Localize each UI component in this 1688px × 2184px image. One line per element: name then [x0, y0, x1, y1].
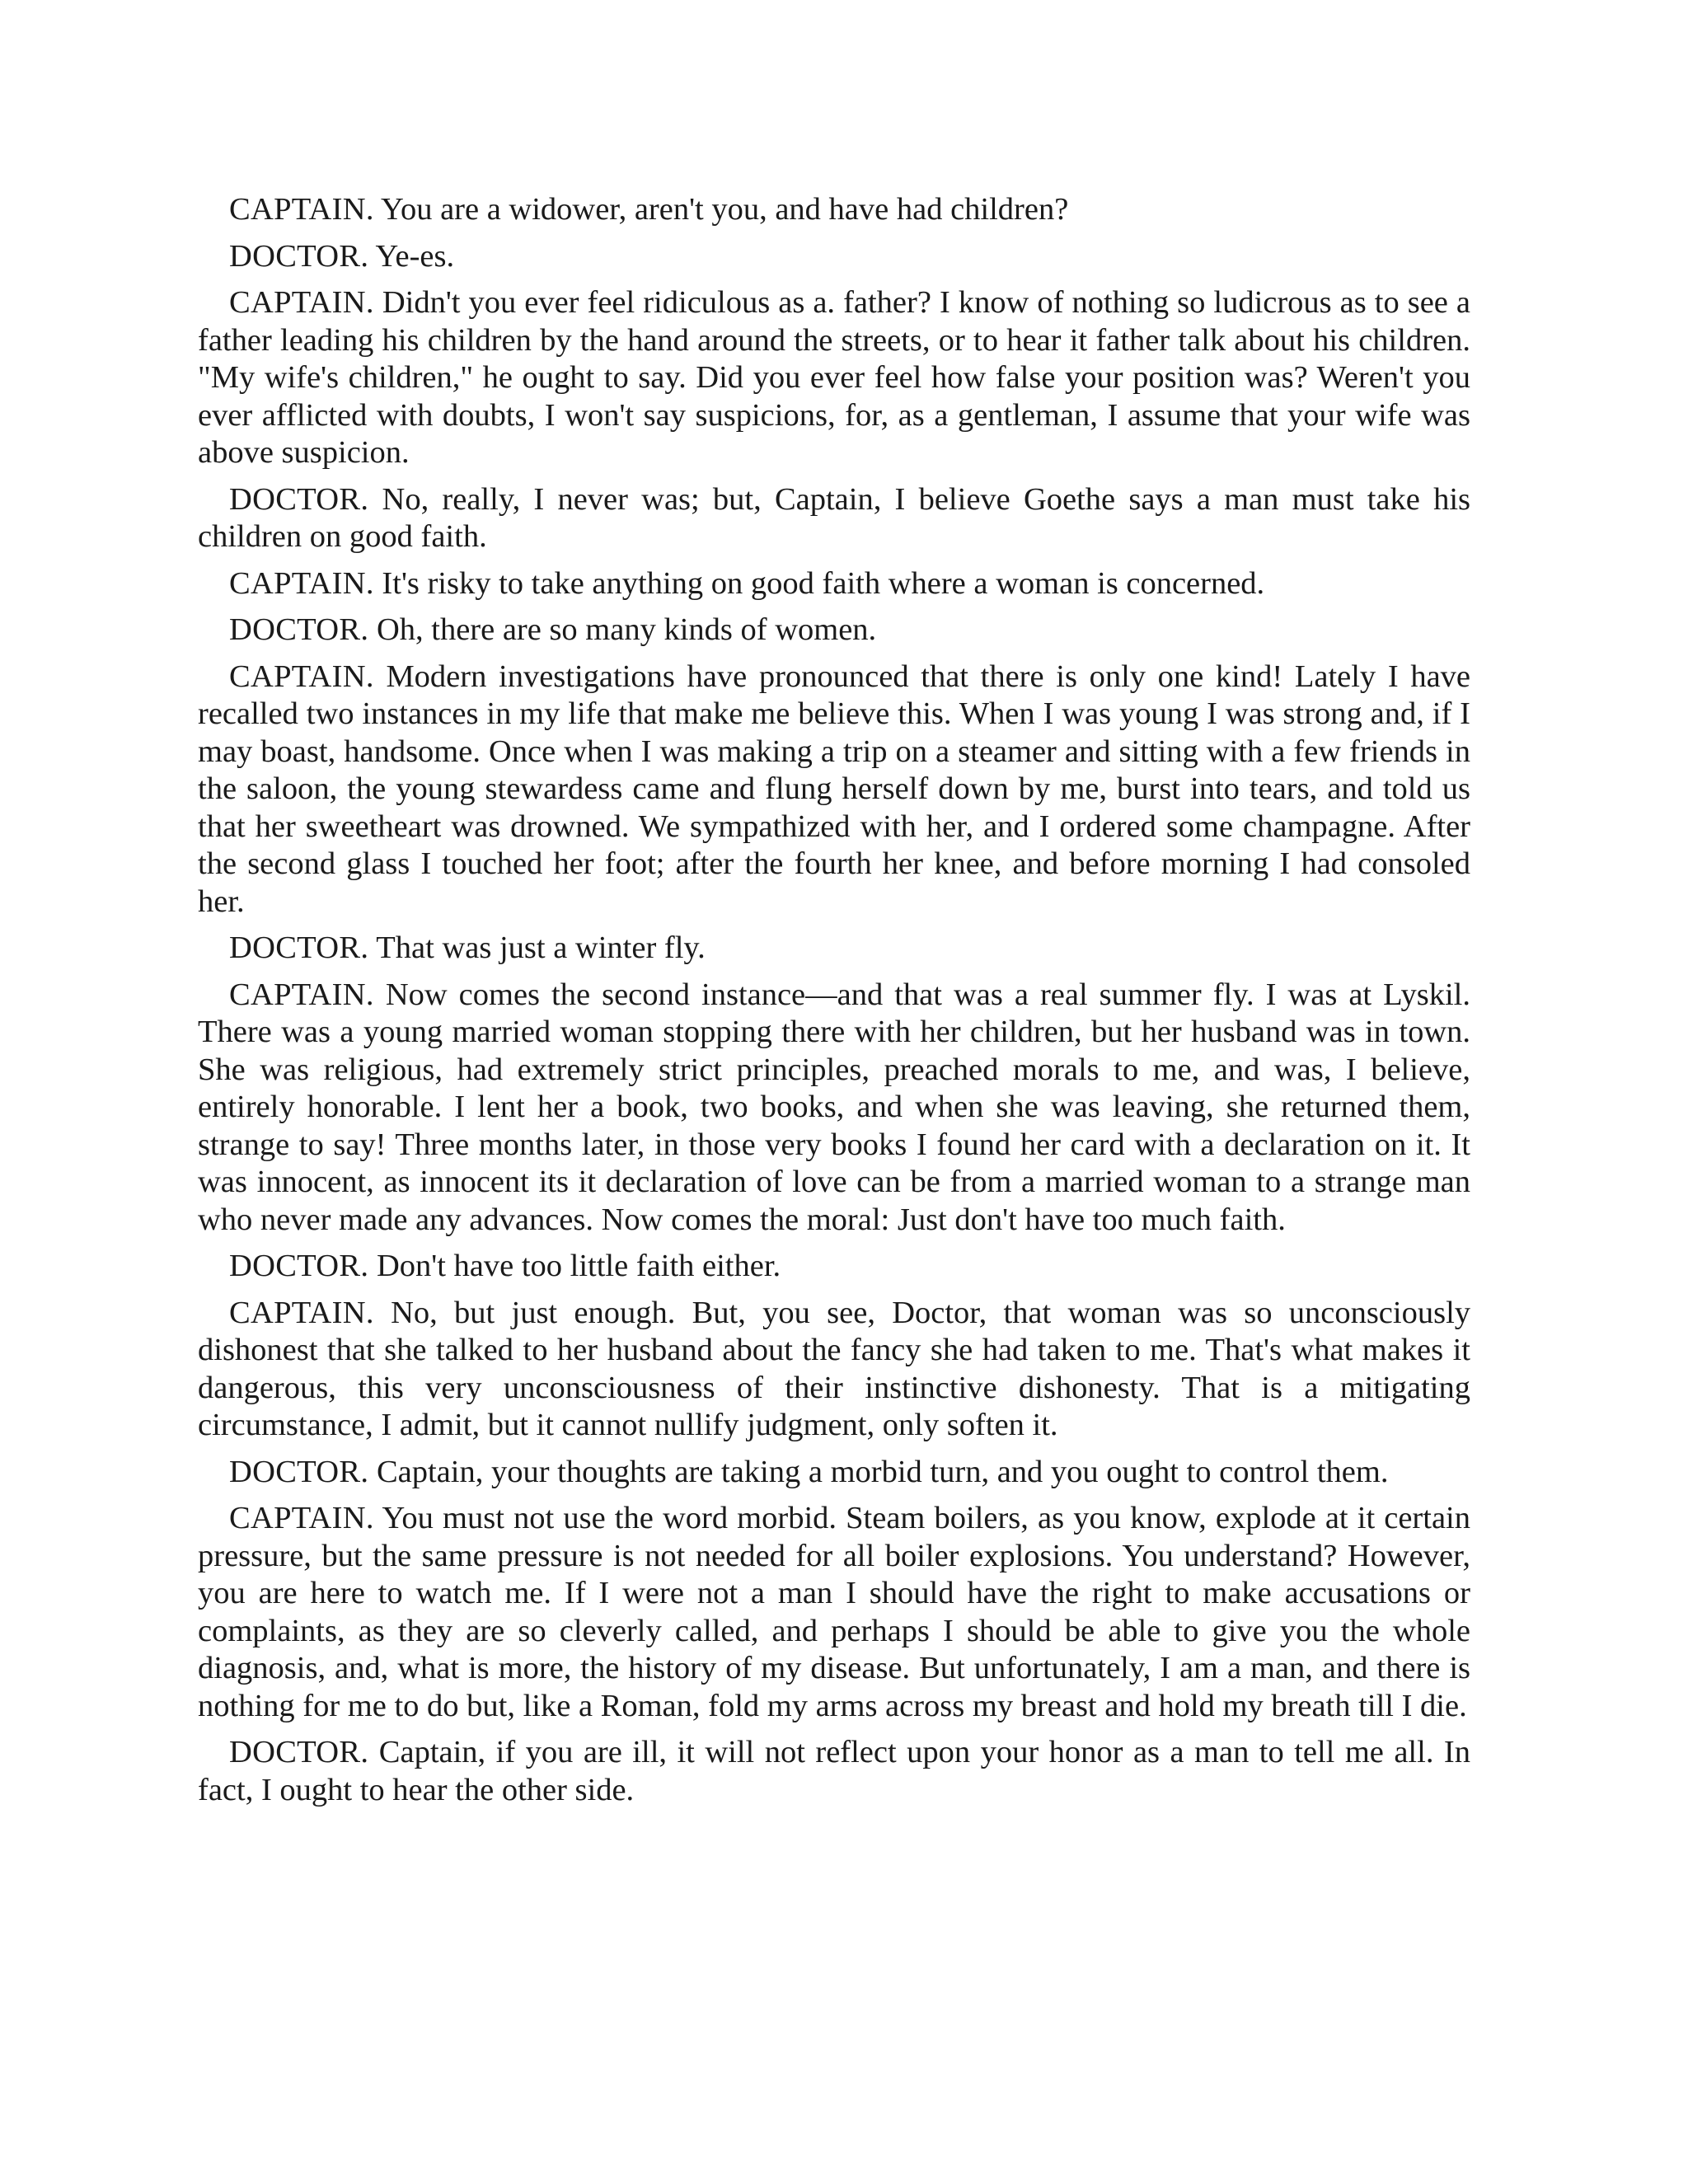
dialogue-text: Oh, there are so many kinds of women.	[376, 612, 877, 647]
dialogue-text: Ye-es.	[375, 238, 455, 274]
dialogue-text: Don't have too little faith either.	[376, 1249, 781, 1283]
dialogue-text: It's risky to take anything on good faith where a woman is concerned.	[382, 565, 1265, 601]
dialogue-text: Modern investigations have pronounced that there is only one kind! Lately I have recalled two instances in my life that make me believe this. When I was young I was strong and, if I may boast, handsome. Once when I was making a trip on a steamer and sitting with a few friends in the saloon, the young stewardess came and flung herself down by me, burst into tears, and told us that her sweetheart was drowned. We sympathized with her, and I ordered some champagne. After the second glass I touched her foot; after the fourth her knee, and before morning I had consoled her.	[198, 658, 1470, 919]
dialogue-line	[198, 612, 1470, 649]
speaker-name: DOCTOR.	[229, 238, 369, 274]
speaker-name: DOCTOR.	[229, 1454, 369, 1489]
dialogue-line	[198, 1454, 1470, 1492]
dialogue-text: You must not use the word morbid. Steam boilers, as you know, explode at it certain pressure, but the same pressure is not needed for all boiler explosions. You understand? However, you are here to watch me. If I were not a man I should have the right to make accusations or complaints, as they are so cleverly called, and perhaps I should be able to give you the whole diagnosis, and, what is more, the history of my disease. But unfortunately, I am a man, and there is nothing for me to do but, like a Roman, fold my arms across my breast and hold my breath till I die.	[198, 1501, 1470, 1723]
dialogue-line	[198, 284, 1470, 472]
speaker-name: DOCTOR.	[229, 481, 369, 517]
dialogue-text: Captain, if you are ill, it will not reflect upon your honor as a man to tell me all. In fact, I ought to hear the other side.	[198, 1735, 1470, 1807]
dialogue-line	[198, 930, 1470, 968]
dialogue-text: Captain, your thoughts are taking a morbid turn, and you ought to control them.	[376, 1454, 1389, 1489]
dialogue-line	[198, 1734, 1470, 1809]
speaker-name: DOCTOR.	[229, 612, 369, 647]
speaker-name: CAPTAIN.	[229, 1295, 374, 1330]
dialogue-line	[198, 658, 1470, 921]
dialogue-line	[198, 1295, 1470, 1445]
speaker-name: CAPTAIN.	[229, 658, 374, 694]
speaker-name: CAPTAIN.	[229, 285, 374, 320]
speaker-name: CAPTAIN.	[229, 192, 374, 227]
dialogue-line	[198, 481, 1470, 556]
dialogue-text: You are a widower, aren't you, and have had children?	[381, 192, 1069, 227]
speaker-name: CAPTAIN.	[229, 565, 374, 601]
dialogue-text: Now comes the second instance—and that was a real summer fly. I was at Lyskil. There was a young married woman stopping there with her children, but her husband was in town. She was religious, had extremely strict principles, preached morals to me, and was, I believe, entirely honorable. I lent her a book, two books, and when she was leaving, she returned them, strange to say! Three months later, in those very books I found her card with a declaration on it. It was innocent, as innocent its it declaration of love can be from a married woman to a strange man who never made any advances. Now comes the moral: Just don't have too much faith.	[198, 977, 1471, 1237]
dialogue-line	[198, 1500, 1470, 1725]
dialogue-text: Didn't you ever feel ridiculous as a. father? I know of nothing so ludicrous as to see a father leading his children by the hand around the streets, or to hear it father talk about his children. "My wife's children," he ought to say. Did you ever feel how false your position was? Weren't you ever afflicted with doubts, I won't say suspicions, for, as a gentleman, I assume that your wife was above suspicion.	[198, 285, 1471, 470]
speaker-name: CAPTAIN.	[229, 977, 374, 1012]
dialogue-line	[198, 1248, 1470, 1286]
dialogue-line	[198, 565, 1470, 603]
dialogue-text: That was just a winter fly.	[376, 930, 706, 965]
dialogue-text: No, but just enough. But, you see, Doctor, that woman was so unconsciously dishonest that she talked to her husband about the fancy she had taken to me. That's what makes it dangerous, this very unconsciousness of their instinctive dishonesty. That is a mitigating circumstance, I admit, but it cannot nullify judgment, only soften it.	[198, 1295, 1471, 1442]
document-page	[198, 191, 1470, 1818]
speaker-name: CAPTAIN.	[229, 1501, 374, 1535]
speaker-name: DOCTOR.	[229, 1735, 369, 1769]
dialogue-line	[198, 977, 1470, 1240]
speaker-name: DOCTOR.	[229, 1249, 369, 1283]
speaker-name: DOCTOR.	[229, 930, 369, 965]
dialogue-line	[198, 238, 1470, 276]
dialogue-line	[198, 191, 1470, 229]
dialogue-text: No, really, I never was; but, Captain, I believe Goethe says a man must take his children on good faith.	[198, 481, 1470, 554]
